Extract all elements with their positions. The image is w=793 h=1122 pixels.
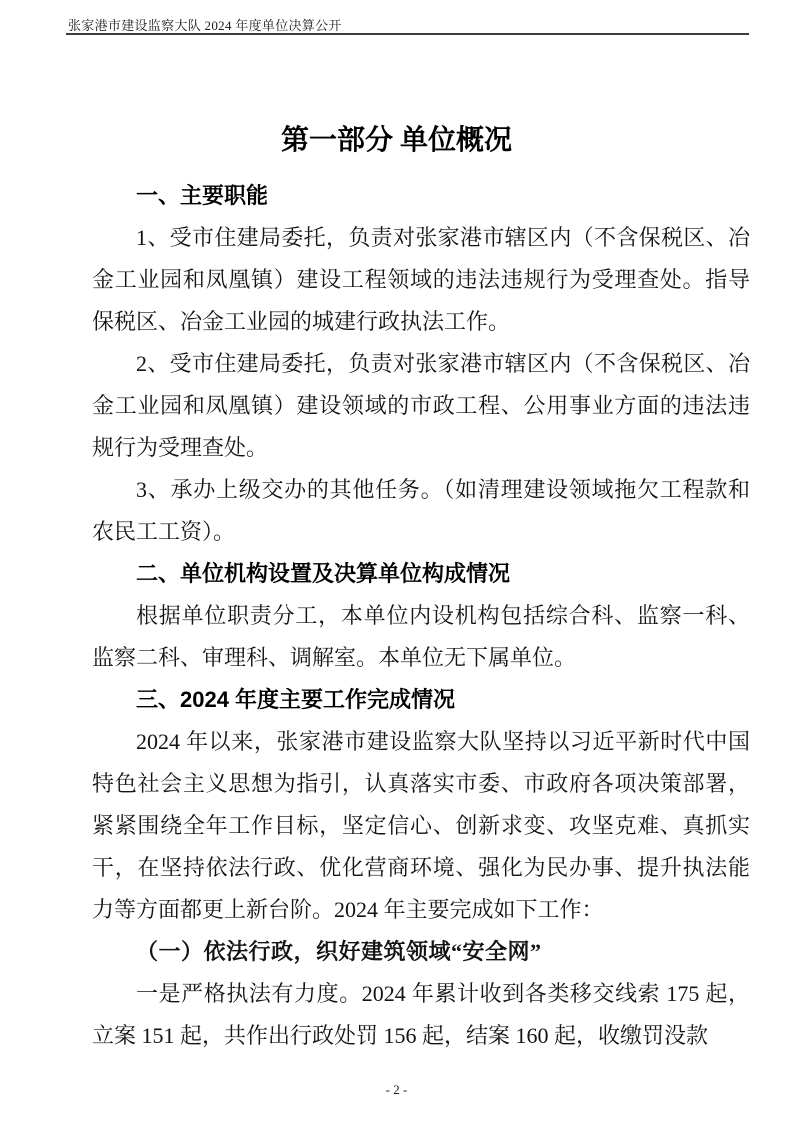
section-heading-2: 二、单位机构设置及决算单位构成情况 <box>136 561 511 586</box>
section-heading-1: 一、主要职能 <box>136 183 269 208</box>
document-title: 第一部分 单位概况 <box>280 125 512 156</box>
section-3-paragraph-2: 一是严格执法有力度。2024 年累计收到各类移交线索 175 起，立案 151 起，共作出行政处罚 156 起，结案 160 起，收缴罚没款 <box>92 981 750 1048</box>
section-3-paragraph-1: 2024 年以来，张家港市建设监察大队坚持以习近平新时代中国特色社会主义思想为指引，认真落实市委、市政府各项决策部署，紧紧围绕全年工作目标，坚定信心、创新求变、攻坚克难、真抓实干，在坚持依法行政、优化营商环境、强化为民办事、提升执法能力等方面都更上新台阶。2024 年主要完成如下工作： <box>92 729 750 922</box>
section-1-paragraph-2: 2、受市住建局委托，负责对张家港市辖区内（不含保税区、冶金工业园和凤凰镇）建设领域的市政工程、公用事业方面的违法违规行为受理查处。 <box>92 351 750 460</box>
subsection-heading-1: （一）依法行政，织好建筑领域“安全网” <box>136 939 542 964</box>
section-heading-3: 三、2024 年度主要工作完成情况 <box>136 687 456 712</box>
section-2-paragraph-1: 根据单位职责分工，本单位内设机构包括综合科、监察一科、监察二科、审理科、调解室。本单位无下属单位。 <box>92 603 750 670</box>
page-number: - 2 - <box>385 1082 408 1097</box>
document-body <box>92 175 750 1057</box>
section-1-paragraph-1: 1、受市住建局委托，负责对张家港市辖区内（不含保税区、冶金工业园和凤凰镇）建设工程领域的违法违规行为受理查处。指导保税区、冶金工业园的城建行政执法工作。 <box>92 225 750 334</box>
section-1-paragraph-3: 3、承办上级交办的其他任务。（如清理建设领域拖欠工程款和农民工工资）。 <box>92 477 750 544</box>
page-header-title: 张家港市建设监察大队 2024 年度单位决算公开 <box>68 18 342 33</box>
header-rule <box>66 33 749 35</box>
